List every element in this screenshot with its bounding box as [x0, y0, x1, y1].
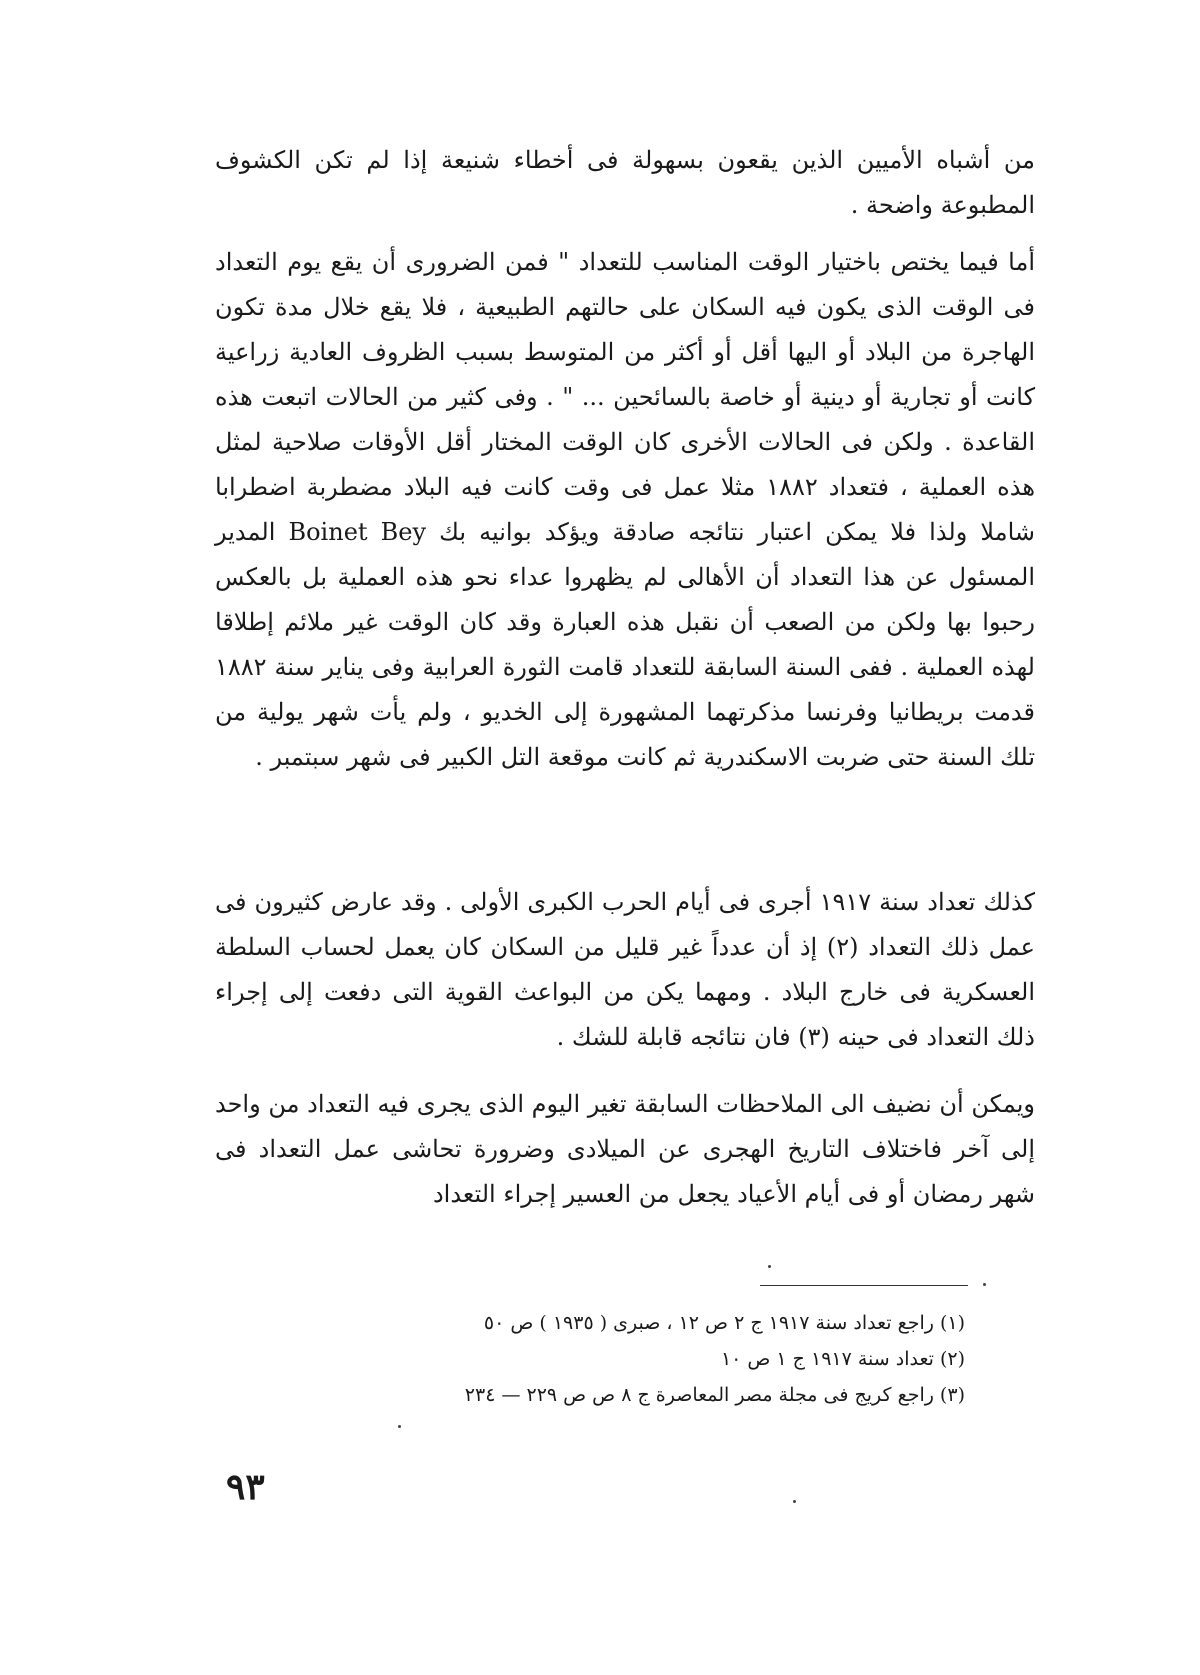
paragraph-1: من أشباه الأميين الذين يقعون بسهولة فى أخطاء شنيعة إذا لم تكن الكشوف المطبوعة واضحة .	[215, 146, 1035, 219]
paragraph-4: ويمكن أن نضيف الى الملاحظات السابقة تغير اليوم الذى يجرى فيه التعداد من واحد إلى آخر فاختلاف التاريخ الهجرى عن الميلادى وضرورة تحاشى عمل التعداد فى شهر رمضان أو فى أيام الأعياد يجعل من العسير إجراء التعداد	[215, 1090, 1035, 1208]
paragraph-2: أما فيما يختص باختيار الوقت المناسب للتعداد " فمن الضرورى أن يقع يوم التعداد فى الوقت الذى يكون فيه السكان على حالتهم الطبيعية ، فلا يقع خلال مدة تكون الهاجرة من البلاد أو اليها أقل أو أكثر من المتوسط بسبب الظروف العادية زراعية كانت أو تجارية أو دينية أو خاصة بالسائحين ... " . وفى كثير من الحالات اتبعت هذه القاعدة . ولكن فى الحالات الأخرى كان الوقت المختار أقل الأوقات صلاحية لمثل هذه العملية ، فتعداد ١٨٨٢ مثلا عمل فى وقت كانت فيه البلاد مضطربة اضطرابا شاملا ولذا فلا يمكن اعتبار نتائجه صادقة ويؤكد بوانيه بك Boinet Bey المدير المسئول عن هذا التعداد أن الأهالى لم يظهروا عداء نحو هذه العملية بل بالعكس رحبوا بها ولكن من الصعب أن نقبل هذه العبارة وقد كان الوقت غير ملائم إطلاقا لهذه العملية . ففى السنة السابقة للتعداد قامت الثورة العرابية وفى يناير سنة ١٨٨٢ قدمت بريطانيا وفرنسا مذكرتهما المشهورة إلى الخديو ، ولم يأت شهر يولية من تلك السنة حتى ضربت الاسكندرية ثم كانت موقعة التل الكبير فى شهر سبتمبر .	[215, 248, 1036, 771]
footnote-2: (٢) تعداد سنة ١٩١٧ ج ١ ص ١٠	[720, 1348, 965, 1370]
footnote-1: (١) راجع تعداد سنة ١٩١٧ ج ٢ ص ١٢ ، صبرى ( ١٩٣٥ ) ص ٥٠	[483, 1312, 965, 1334]
scan-speck	[398, 1425, 401, 1428]
scan-speck	[793, 1500, 796, 1503]
footnote-3: (٣) راجع كريج فى مجلة مصر المعاصرة ج ٨ ص ص ٢٢٩ — ٢٣٤	[464, 1384, 965, 1406]
page-number: ٩٣	[226, 1466, 265, 1508]
footnotes	[300, 1305, 965, 1413]
paragraph-3: كذلك تعداد سنة ١٩١٧ أجرى فى أيام الحرب الكبرى الأولى . وقد عارض كثيرون فى عمل ذلك التعداد (٢) إذ أن عدداً غير قليل من السكان كان يعمل لحساب السلطة العسكرية فى خارج البلاد . ومهما يكن من البواعث القوية التى دفعت إلى إجراء ذلك التعداد فى حينه (٣) فان نتائجه قابلة للشك .	[215, 888, 1036, 1051]
scan-speck	[768, 1265, 771, 1268]
footnote-divider	[760, 1285, 968, 1286]
scan-speck	[983, 1283, 986, 1286]
